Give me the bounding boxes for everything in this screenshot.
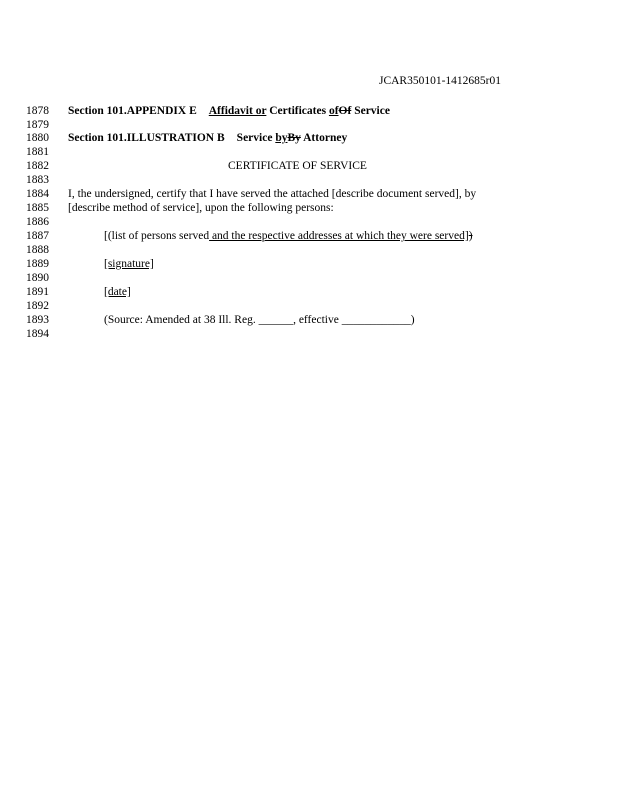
line-number: 1881 [26, 146, 49, 158]
source-note: (Source: Amended at 38 Ill. Reg. ______, effective ____________) [104, 314, 415, 326]
section-heading-illustration-b [68, 131, 347, 145]
line-1887 [0, 229, 619, 243]
line-number: 1884 [26, 188, 49, 200]
line-number: 1888 [26, 244, 49, 256]
line-number: 1894 [26, 328, 49, 340]
date-placeholder: [date] [104, 286, 131, 298]
deleted-text: Of [338, 105, 352, 117]
line-1881 [0, 145, 619, 159]
line-1880 [0, 131, 619, 145]
line-1893 [0, 313, 619, 327]
certificate-title: CERTIFICATE OF SERVICE [228, 160, 367, 172]
line-number: 1891 [26, 286, 49, 298]
document-id: JCAR350101-1412685r01 [378, 75, 501, 87]
heading-text: Certificates [266, 105, 329, 117]
line-number: 1887 [26, 230, 49, 242]
line-1890 [0, 271, 619, 285]
signature-placeholder: [signature] [104, 258, 154, 270]
persons-served-list [104, 229, 473, 243]
deleted-text: ) [468, 230, 473, 242]
line-number: 1889 [26, 258, 49, 270]
inserted-text: Affidavit or [208, 105, 267, 117]
line-1882 [0, 159, 619, 173]
list-text: [(list of persons served [104, 230, 210, 242]
line-number: 1885 [26, 202, 49, 214]
inserted-text: and the respective addresses at which they were served] [209, 230, 469, 242]
line-number: 1879 [26, 119, 49, 131]
line-1892 [0, 299, 619, 313]
inserted-text: of [328, 105, 339, 117]
line-1885 [0, 201, 619, 215]
line-1878 [0, 104, 619, 118]
line-number: 1890 [26, 272, 49, 284]
paragraph-line: I, the undersigned, certify that I have served the attached [describe document served], by [68, 188, 477, 200]
line-number: 1882 [26, 160, 49, 172]
line-1894 [0, 327, 619, 341]
line-number: 1880 [26, 132, 49, 144]
section-heading-appendix-e [68, 104, 390, 118]
section-number: Section 101.APPENDIX E [68, 105, 197, 117]
deleted-text: By [287, 132, 301, 144]
inserted-text: by [275, 132, 288, 144]
line-number: 1893 [26, 314, 49, 326]
heading-text: Service [351, 105, 390, 117]
line-number: 1883 [26, 174, 49, 186]
paragraph-line: [describe method of service], upon the following persons: [68, 202, 334, 214]
line-number: 1892 [26, 300, 49, 312]
line-1883 [0, 173, 619, 187]
section-number: Section 101.ILLUSTRATION B [68, 132, 225, 144]
heading-text: Service [236, 132, 276, 144]
line-1884 [0, 187, 619, 201]
line-number: 1878 [26, 105, 49, 117]
heading-text: Attorney [300, 132, 348, 144]
line-number: 1886 [26, 216, 49, 228]
line-1889 [0, 257, 619, 271]
line-1879 [0, 118, 619, 132]
line-1888 [0, 243, 619, 257]
line-1886 [0, 215, 619, 229]
line-1891 [0, 285, 619, 299]
